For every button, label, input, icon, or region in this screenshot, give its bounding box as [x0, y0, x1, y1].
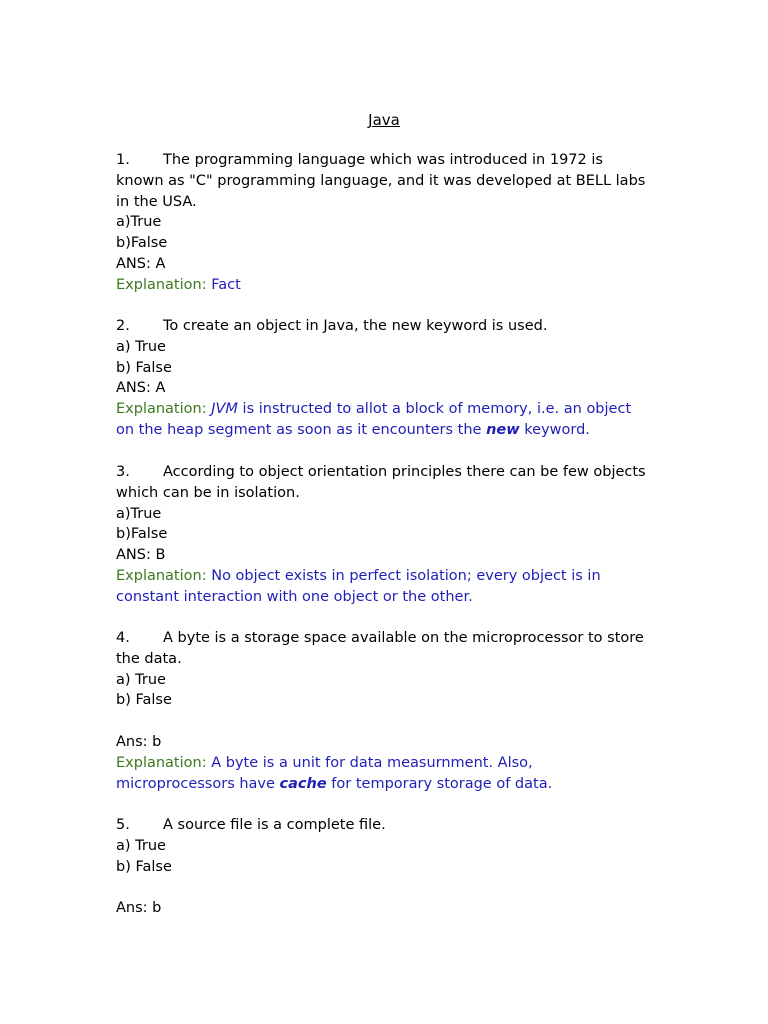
question-number: 5. — [116, 817, 130, 833]
page-title: Java — [368, 111, 400, 129]
answer: ANS: A — [116, 380, 166, 397]
explanation — [116, 275, 661, 296]
question-text-line — [116, 815, 661, 836]
explanation-text: No object exists in perfect isolation; every object is in — [211, 567, 601, 584]
blank-line — [116, 877, 661, 898]
question-text-line: which can be in isolation. — [116, 484, 300, 501]
question-1 — [116, 150, 661, 296]
blank-line — [116, 711, 661, 732]
option-a: a)True — [116, 214, 162, 231]
option-b: b)False — [116, 526, 168, 543]
explanation-label: Explanation: — [116, 567, 207, 584]
option-a: a) True — [116, 671, 166, 688]
question-text: A source file is a complete file. — [163, 817, 386, 833]
question-text-line: in the USA. — [116, 193, 197, 210]
explanation-label: Explanation: — [116, 754, 207, 771]
question-3 — [116, 462, 661, 608]
option-a: a) True — [116, 837, 166, 854]
option-a: a) True — [116, 338, 166, 355]
explanation-continued — [116, 420, 661, 441]
explanation-text: is instructed to allot a block of memory, i.e. an object — [242, 401, 632, 418]
question-text-line — [116, 628, 661, 649]
question-number: 1. — [116, 152, 130, 168]
question-text-line: known as "C" programming language, and it was developed at BELL labs — [116, 172, 646, 189]
explanation-jvm: JVM — [211, 401, 238, 418]
explanation-label: Explanation: — [116, 401, 207, 418]
answer: Ans: b — [116, 733, 162, 750]
question-4 — [116, 628, 661, 794]
explanation-text: on the heap segment as soon as it encounters the — [116, 421, 482, 438]
explanation — [116, 753, 661, 774]
question-2 — [116, 316, 661, 441]
explanation-text: A byte is a unit for data measurnment. Also, — [211, 754, 533, 771]
explanation-text: for temporary storage of data. — [331, 775, 553, 792]
explanation-label: Explanation: — [116, 276, 207, 293]
question-number: 3. — [116, 464, 130, 480]
explanation-text: microprocessors have — [116, 775, 275, 792]
option-b: b) False — [116, 692, 172, 709]
answer: Ans: b — [116, 900, 162, 917]
option-a: a)True — [116, 505, 162, 522]
explanation — [116, 399, 661, 420]
explanation-continued — [116, 774, 661, 795]
question-5 — [116, 815, 661, 919]
question-number: 2. — [116, 318, 130, 334]
question-text: According to object orientation principles there can be few objects — [163, 464, 646, 480]
explanation-cache-word: cache — [279, 775, 327, 792]
explanation-continued: constant interaction with one object or the other. — [116, 588, 473, 605]
explanation — [116, 566, 661, 587]
option-b: b) False — [116, 858, 172, 875]
answer: ANS: A — [116, 255, 166, 272]
question-text: A byte is a storage space available on the microprocessor to store — [163, 630, 644, 646]
explanation-text: Fact — [211, 276, 241, 293]
option-b: b)False — [116, 235, 168, 252]
answer: ANS: B — [116, 547, 166, 564]
question-text-line — [116, 316, 661, 337]
explanation-text: keyword. — [524, 421, 590, 438]
question-text-line — [116, 462, 661, 483]
explanation-new-keyword: new — [486, 421, 520, 438]
question-text-line: the data. — [116, 650, 182, 667]
question-text: To create an object in Java, the new keyword is used. — [163, 318, 548, 334]
question-number: 4. — [116, 630, 130, 646]
option-b: b) False — [116, 359, 172, 376]
question-text: The programming language which was introduced in 1972 is — [163, 152, 603, 168]
question-text-line — [116, 150, 661, 171]
